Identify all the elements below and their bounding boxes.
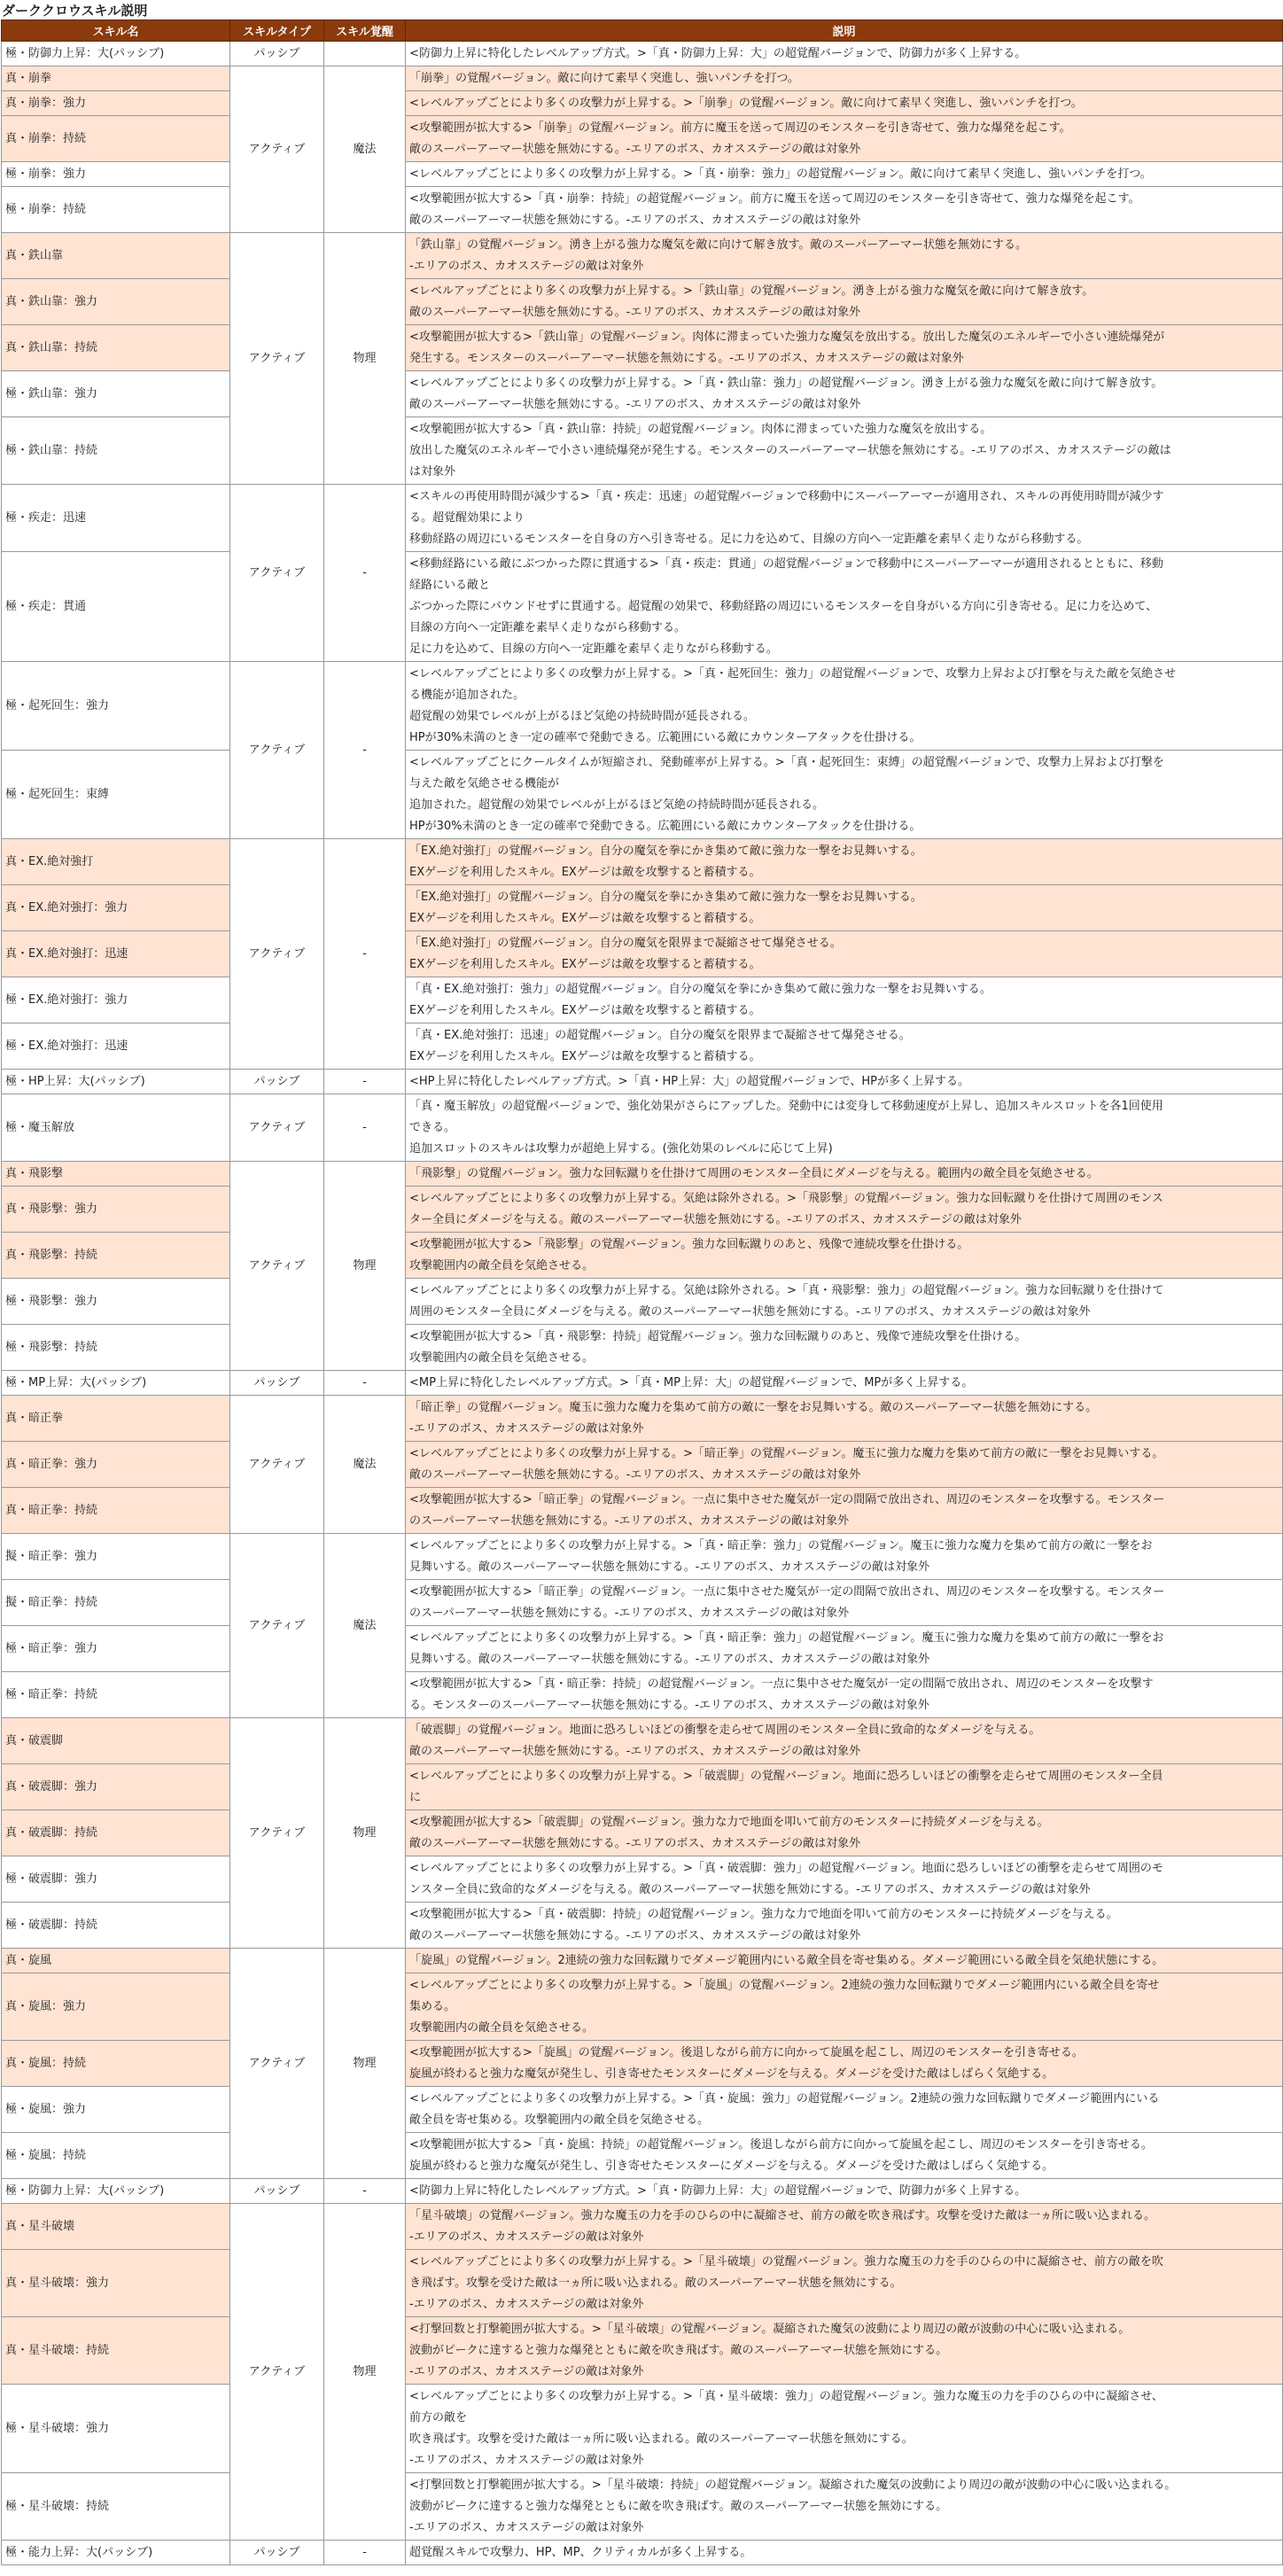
skill-description-text: <打撃回数と打撃範囲が拡大する。>「星斗破壊」の覚醒バージョン。凝縮された魔気の波動により周辺の敵が波動の中心に吸い込まれる。 波動がピークに達すると強力な爆発とともに敵を吹き飛ばす。敵のスーパーアーマー状態を無効にする。 -エリアのボス、カオスステージの敵は対象外: [409, 2322, 1131, 2378]
table-row: [2, 1856, 1283, 1903]
skill-description-cell: [406, 1764, 1283, 1810]
table-row: [2, 1442, 1283, 1488]
skill-type-cell: パッシブ: [230, 1070, 324, 1094]
skill-description-cell: [406, 1810, 1283, 1856]
skill-name-cell: 極・飛影撃：強力: [2, 1279, 230, 1325]
skill-description-cell: [406, 1949, 1283, 1973]
skill-description-text: <攻撃範囲が拡大する>「真・旋風：持続」の超覚醒バージョン。後退しながら前方に向かって旋風を起こし、周辺のモンスターを引き寄せる。 旋風が終わると強力な魔気が発生し、引き寄せたモンスターにダメージを与える。ダメージを受けた敵はしばらく気絶する。: [409, 2137, 1153, 2173]
table-row: [2, 931, 1283, 977]
skill-description-text: <攻撃範囲が拡大する>「暗正拳」の覚醒バージョン。一点に集中させた魔気が一定の間隔で放出され、周辺のモンスターを攻撃する。モンスター のスーパーアーマー状態を無効にする。-エリアのボス、カオスステージの敵は対象外: [409, 1584, 1165, 1620]
skill-name-cell: 極・EX.絶対強打：迅速: [2, 1023, 230, 1070]
skill-type-cell: アクティブ: [230, 485, 324, 662]
skill-name-cell: 極・暗正拳：持続: [2, 1672, 230, 1718]
table-row: [2, 751, 1283, 839]
skill-description-cell: [406, 1534, 1283, 1580]
skill-description-cell: [406, 552, 1283, 662]
skill-name-cell: 極・旋風：強力: [2, 2087, 230, 2133]
header-skill-type: スキルタイプ: [230, 20, 324, 42]
skill-type-cell: アクティブ: [230, 1162, 324, 1371]
skill-description-cell: [406, 1325, 1283, 1371]
skill-description-cell: [406, 2385, 1283, 2473]
skill-name-cell: 真・鉄山靠: [2, 233, 230, 279]
skill-description-text: <攻撃範囲が拡大する>「旋風」の覚醒バージョン。後退しながら前方に向かって旋風を起こし、周辺のモンスターを引き寄せる。 旋風が終わると強力な魔気が発生し、引き寄せたモンスターにダメージを与える。ダメージを受けた敵はしばらく気絶する。: [409, 2045, 1084, 2081]
table-row: [2, 552, 1283, 662]
skill-description-text: <防御力上昇に特化したレベルアップ方式。>「真・防御力上昇：大」の超覚醒バージョンで、防御力が多く上昇する。: [409, 2183, 1027, 2198]
table-row: [2, 1187, 1283, 1233]
skill-description-text: 「真・EX.絶対強打：強力」の超覚醒バージョン。自分の魔気を拳にかき集めて敵に強力な一撃をお見舞いする。 EXゲージを利用したスキル。EXゲージは敵を攻撃すると蓄積する。: [409, 982, 991, 1017]
skill-name-cell: 極・防御力上昇：大(パッシブ): [2, 42, 230, 66]
skill-description-cell: [406, 1442, 1283, 1488]
skill-description-cell: [406, 279, 1283, 325]
skill-name-cell: 真・崩拳：持続: [2, 116, 230, 162]
skill-description-text: <スキルの再使用時間が減少する>「真・疾走：迅速」の超覚醒バージョンで移動中にスーパーアーマーが適用され、スキルの再使用時間が減少す る。超覚醒効果により 移動経路の周辺にいるモンスターを自身の方へ引き寄せる。足に力を込めて、目線の方向へ一定距離を素早く走りながら移動する。: [409, 489, 1164, 546]
table-row: [2, 1672, 1283, 1718]
table-row: [2, 279, 1283, 325]
skill-description-text: <移動経路にいる敵にぶつかった際に貫通する>「真・疾走：貫通」の超覚醒バージョンで移動中にスーパーアーマーが適用されるとともに、移動 経路にいる敵と ぶつかった際にバウンドせずに貫通する。超覚醒の効果で、移動経路の周辺にいるモンスターを自身がいる方向に引き寄せる。足に力を込めて、 目線の方向へ一定距離を素早く走りながら移動する。 足に力を込めて、目線の方向へ一定距離を素早く走りながら移動する。: [409, 556, 1163, 656]
skill-description-text: 「鉄山靠」の覚醒バージョン。湧き上がる強力な魔気を敵に向けて解き放す。敵のスーパーアーマー状態を無効にする。 -エリアのボス、カオスステージの敵は対象外: [409, 237, 1028, 273]
skill-name-cell: 極・起死回生：束縛: [2, 751, 230, 839]
skill-description-cell: [406, 977, 1283, 1023]
skill-description-cell: [406, 839, 1283, 885]
skill-description-cell: [406, 2133, 1283, 2179]
skill-name-cell: 真・暗正拳：強力: [2, 1442, 230, 1488]
skill-description-cell: [406, 2087, 1283, 2133]
skill-name-cell: 真・破震脚: [2, 1718, 230, 1764]
table-row: [2, 1396, 1283, 1442]
skill-description-text: <レベルアップごとにより多くの攻撃力が上昇する。>「真・鉄山靠：強力」の超覚醒バージョン。湧き上がる強力な魔気を敵に向けて解き放す。 敵のスーパーアーマー状態を無効にする。-エリアのボス、カオスステージの敵は対象外: [409, 376, 1163, 411]
table-row: [2, 1580, 1283, 1626]
skill-description-text: <レベルアップごとにより多くの攻撃力が上昇する。>「旋風」の覚醒バージョン。2連続の強力な回転蹴りでダメージ範囲内にいる敵全員を寄せ 集める。 攻撃範囲内の敵全員を気絶させる。: [409, 1978, 1160, 2035]
table-row: [2, 1626, 1283, 1672]
skill-name-cell: 極・星斗破壊：強力: [2, 2385, 230, 2473]
skill-name-cell: 極・破震脚：持続: [2, 1903, 230, 1949]
skill-description-text: <攻撃範囲が拡大する>「真・破震脚：持続」の超覚醒バージョン。強力な力で地面を叩いて前方のモンスターに持続ダメージを与える。 敵のスーパーアーマー状態を無効にする。-エリアのボス、カオスステージの敵は対象外: [409, 1907, 1118, 1942]
skill-name-cell: 極・防御力上昇：大(パッシブ): [2, 2179, 230, 2204]
table-row: [2, 1325, 1283, 1371]
table-row: [2, 417, 1283, 485]
skill-description-text: <レベルアップごとにより多くの攻撃力が上昇する。>「真・破震脚：強力」の超覚醒バージョン。地面に恐ろしいほどの衝撃を走らせて周囲のモ ンスター全員に致命的なダメージを与える。敵のスーパーアーマー状態を無効にする。-エリアのボス、カオスステージの敵は対象外: [409, 1861, 1163, 1896]
skill-name-cell: 極・旋風：持続: [2, 2133, 230, 2179]
skill-description-text: 「真・EX.絶対強打：迅速」の超覚醒バージョン。自分の魔気を限界まで凝縮させて爆発させる。 EXゲージを利用したスキル。EXゲージは敵を攻撃すると蓄積する。: [409, 1028, 911, 1063]
table-row: [2, 325, 1283, 371]
skill-name-cell: 極・能力上昇：大(パッシブ): [2, 2541, 230, 2565]
skill-description-text: <レベルアップごとにより多くの攻撃力が上昇する。>「真・星斗破壊：強力」の超覚醒バージョン。強力な魔玉の力を手のひらの中に凝縮させ、 前方の敵を 吹き飛ばす。攻撃を受けた敵は一ヵ所に吸い込まれる。敵のスーパーアーマー状態を無効にする。 -エリアのボス、カオスステージの敵は対象外: [409, 2389, 1163, 2467]
skill-name-cell: 極・飛影撃：持続: [2, 1325, 230, 1371]
table-row: [2, 1094, 1283, 1162]
skill-name-cell: 真・EX.絶対強打: [2, 839, 230, 885]
skill-name-cell: 真・鉄山靠：持続: [2, 325, 230, 371]
skill-description-text: 「EX.絶対強打」の覚醒バージョン。自分の魔気を拳にかき集めて敵に強力な一撃をお見舞いする。 EXゲージを利用したスキル。EXゲージは敵を攻撃すると蓄積する。: [409, 844, 922, 879]
table-row: [2, 1070, 1283, 1094]
skill-awaken-cell: -: [324, 839, 406, 1070]
page-title: ダーククロウスキル説明: [2, 3, 148, 19]
skill-description-text: 「EX.絶対強打」の覚醒バージョン。自分の魔気を拳にかき集めて敵に強力な一撃をお見舞いする。 EXゲージを利用したスキル。EXゲージは敵を攻撃すると蓄積する。: [409, 890, 922, 925]
skill-name-cell: 真・旋風：強力: [2, 1973, 230, 2041]
skill-name-cell: 極・疾走：貫通: [2, 552, 230, 662]
table-row: [2, 371, 1283, 417]
skill-description-cell: [406, 1856, 1283, 1903]
skill-description-text: <レベルアップごとにより多くの攻撃力が上昇する。>「真・崩拳：強力」の超覚醒バージョン。敵に向けて素早く突進し、強いパンチを打つ。: [409, 167, 1152, 181]
skill-description-cell: [406, 1279, 1283, 1325]
skill-description-cell: [406, 2317, 1283, 2385]
table-row: [2, 1903, 1283, 1949]
skill-name-cell: 真・星斗破壊: [2, 2204, 230, 2250]
skill-description-text: 「破震脚」の覚醒バージョン。地面に恐ろしいほどの衝撃を走らせて周囲のモンスター全員に致命的なダメージを与える。 敵のスーパーアーマー状態を無効にする。-エリアのボス、カオスステージの敵は対象外: [409, 1723, 1041, 1758]
skill-description-cell: [406, 2250, 1283, 2317]
skill-type-cell: パッシブ: [230, 2541, 324, 2565]
skill-name-cell: 真・旋風: [2, 1949, 230, 1973]
skill-type-cell: パッシブ: [230, 42, 324, 66]
skill-name-cell: 真・崩拳：強力: [2, 91, 230, 116]
skill-type-cell: アクティブ: [230, 1949, 324, 2179]
skill-name-cell: 真・EX.絶対強打：迅速: [2, 931, 230, 977]
table-row: [2, 977, 1283, 1023]
skill-description-cell: [406, 751, 1283, 839]
skill-description-cell: [406, 1371, 1283, 1396]
skill-description-text: 「EX.絶対強打」の覚醒バージョン。自分の魔気を限界まで凝縮させて爆発させる。 EXゲージを利用したスキル。EXゲージは敵を攻撃すると蓄積する。: [409, 936, 842, 971]
table-row: [2, 2385, 1283, 2473]
skill-description-text: <レベルアップごとにより多くの攻撃力が上昇する。気絶は除外される。>「真・飛影撃：強力」の超覚醒バージョン。強力な回転蹴りを仕掛けて 周囲のモンスター全員にダメージを与える。敵のスーパーアーマー状態を無効にする。-エリアのボス、カオスステージの敵は対象外: [409, 1283, 1164, 1319]
skill-description-text: <攻撃範囲が拡大する>「真・鉄山靠：持続」の超覚醒バージョン。肉体に滞まっていた強力な魔気を放出する。 放出した魔気のエネルギーで小さい連続爆発が発生する。モンスターのスーパーアーマー状態を無効にする。-エリアのボス、カオスステージの敵は は対象外: [409, 422, 1171, 479]
table-row: [2, 116, 1283, 162]
skill-description-text: 「暗正拳」の覚醒バージョン。魔玉に強力な魔力を集めて前方の敵に一撃をお見舞いする。敵のスーパーアーマー状態を無効にする。 -エリアのボス、カオスステージの敵は対象外: [409, 1400, 1098, 1436]
skill-description-cell: [406, 91, 1283, 116]
skill-type-cell: パッシブ: [230, 2179, 324, 2204]
skill-awaken-cell: -: [324, 1094, 406, 1162]
skill-name-cell: 極・崩拳：持続: [2, 187, 230, 233]
skill-description-cell: [406, 885, 1283, 931]
skill-name-cell: 極・鉄山靠：強力: [2, 371, 230, 417]
skill-description-cell: [406, 1626, 1283, 1672]
skill-description-text: <打撃回数と打撃範囲が拡大する。>「星斗破壊：持続」の超覚醒バージョン。凝縮された魔気の波動により周辺の敵が波動の中心に吸い込まれる。 波動がピークに達すると強力な爆発とともに敵を吹き飛ばす。敵のスーパーアーマー状態を無効にする。 -エリアのボス、カオスステージの敵は対象外: [409, 2478, 1177, 2534]
skill-description-cell: [406, 1672, 1283, 1718]
skill-awaken-cell: 魔法: [324, 1534, 406, 1718]
header-skill-name: スキル名: [2, 20, 230, 42]
skill-description-cell: [406, 233, 1283, 279]
skill-description-text: <攻撃範囲が拡大する>「破震脚」の覚醒バージョン。強力な力で地面を叩いて前方のモンスターに持続ダメージを与える。 敵のスーパーアーマー状態を無効にする。-エリアのボス、カオスステージの敵は対象外: [409, 1815, 1049, 1850]
table-row: [2, 2473, 1283, 2541]
skill-awaken-cell: [324, 42, 406, 66]
table-row: [2, 1764, 1283, 1810]
skill-description-text: <レベルアップごとにより多くの攻撃力が上昇する。>「暗正拳」の覚醒バージョン。魔玉に強力な魔力を集めて前方の敵に一撃をお見舞いする。 敵のスーパーアーマー状態を無効にする。-エリアのボス、カオスステージの敵は対象外: [409, 1446, 1164, 1482]
skill-awaken-cell: -: [324, 2179, 406, 2204]
table-row: [2, 2541, 1283, 2565]
table-row: [2, 66, 1283, 91]
skill-description-cell: [406, 1488, 1283, 1534]
skill-awaken-cell: 魔法: [324, 1396, 406, 1534]
skill-awaken-cell: 物理: [324, 1162, 406, 1371]
skill-name-cell: 極・魔玉解放: [2, 1094, 230, 1162]
header-skill-awaken: スキル覚醒: [324, 20, 406, 42]
table-row: [2, 91, 1283, 116]
skill-name-cell: 真・破震脚：持続: [2, 1810, 230, 1856]
skill-description-cell: [406, 2179, 1283, 2204]
skill-name-cell: 真・EX.絶対強打：強力: [2, 885, 230, 931]
skill-description-text: 「旋風」の覚醒バージョン。2連続の強力な回転蹴りでダメージ範囲内にいる敵全員を寄せ集める。ダメージ範囲にいる敵全員を気絶状態にする。: [409, 1953, 1164, 1967]
skill-description-cell: [406, 162, 1283, 187]
skill-awaken-cell: -: [324, 2541, 406, 2565]
skill-description-cell: [406, 2041, 1283, 2087]
table-row: [2, 42, 1283, 66]
skill-awaken-cell: 物理: [324, 1949, 406, 2179]
skill-description-cell: [406, 325, 1283, 371]
table-row: [2, 1810, 1283, 1856]
skill-description-cell: [406, 66, 1283, 91]
skill-description-cell: [406, 417, 1283, 485]
skill-description-cell: [406, 1718, 1283, 1764]
table-row: [2, 1973, 1283, 2041]
table-row: [2, 233, 1283, 279]
skill-description-cell: [406, 2541, 1283, 2565]
skill-description-text: 「真・魔玉解放」の超覚醒バージョンで、強化効果がさらにアップした。発動中には変身して移動速度が上昇し、追加スキルスロットを各1回使用 できる。 追加スロットのスキルは攻撃力が超絶上昇する。(強化効果のレベルに応じて上昇): [409, 1099, 1163, 1156]
skill-description-cell: [406, 371, 1283, 417]
skill-name-cell: 極・起死回生：強力: [2, 662, 230, 751]
skill-description-cell: [406, 931, 1283, 977]
skill-name-cell: 極・MP上昇：大(パッシブ): [2, 1371, 230, 1396]
skill-description-text: 「星斗破壊」の覚醒バージョン。強力な魔玉の力を手のひらの中に凝縮させ、前方の敵を吹き飛ばす。攻撃を受けた敵は一ヵ所に吸い込まれる。 -エリアのボス、カオスステージの敵は対象外: [409, 2208, 1156, 2244]
table-row: [2, 2041, 1283, 2087]
skill-name-cell: 真・破震脚：強力: [2, 1764, 230, 1810]
table-row: [2, 2133, 1283, 2179]
skill-description-text: <レベルアップごとにより多くの攻撃力が上昇する。>「真・旋風：強力」の超覚醒バージョン。2連続の強力な回転蹴りでダメージ範囲内にいる 敵全員を寄せ集める。攻撃範囲内の敵全員を気絶させる。: [409, 2091, 1160, 2127]
skill-awaken-cell: 物理: [324, 233, 406, 485]
table-row: [2, 1233, 1283, 1279]
skill-type-cell: アクティブ: [230, 2204, 324, 2541]
table-row: [2, 162, 1283, 187]
skill-description-text: 「飛影撃」の覚醒バージョン。強力な回転蹴りを仕掛けて周囲のモンスター全員にダメージを与える。範囲内の敵全員を気絶させる。: [409, 1166, 1099, 1180]
skill-awaken-cell: 魔法: [324, 66, 406, 233]
skill-awaken-cell: 物理: [324, 1718, 406, 1949]
skill-description-text: <MP上昇に特化したレベルアップ方式。>「真・MP上昇：大」の超覚醒バージョンで、MPが多く上昇する。: [409, 1375, 974, 1389]
table-row: [2, 187, 1283, 233]
skill-description-text: <レベルアップごとにより多くの攻撃力が上昇する。>「真・暗正拳：強力」の超覚醒バージョン。魔玉に強力な魔力を集めて前方の敵に一撃をお 見舞いする。敵のスーパーアーマー状態を無効にする。-エリアのボス、カオスステージの敵は対象外: [409, 1630, 1164, 1666]
table-row: [2, 885, 1283, 931]
skill-description-text: <攻撃範囲が拡大する>「暗正拳」の覚醒バージョン。一点に集中させた魔気が一定の間隔で放出され、周辺のモンスターを攻撃する。モンスター のスーパーアーマー状態を無効にする。-エリアのボス、カオスステージの敵は対象外: [409, 1492, 1165, 1528]
skill-type-cell: アクティブ: [230, 1094, 324, 1162]
skill-description-text: 超覚醒スキルで攻撃力、HP、MP、クリティカルが多く上昇する。: [409, 2545, 752, 2559]
skill-description-cell: [406, 1162, 1283, 1187]
skill-name-cell: 真・星斗破壊：持続: [2, 2317, 230, 2385]
table-row: [2, 1718, 1283, 1764]
table-row: [2, 1534, 1283, 1580]
table-header-row: [2, 20, 1283, 42]
skill-description-text: <レベルアップごとにより多くの攻撃力が上昇する。気絶は除外される。>「飛影撃」の覚醒バージョン。強力な回転蹴りを仕掛けて周囲のモンス ター全員にダメージを与える。敵のスーパーアーマー状態を無効にする。-エリアのボス、カオスステージの敵は対象外: [409, 1191, 1163, 1226]
skill-table: [1, 19, 1283, 2565]
skill-description-cell: [406, 1580, 1283, 1626]
skill-awaken-cell: 物理: [324, 2204, 406, 2541]
table-row: [2, 1162, 1283, 1187]
skill-name-cell: 真・暗正拳: [2, 1396, 230, 1442]
skill-description-text: <レベルアップごとにより多くの攻撃力が上昇する。>「星斗破壊」の覚醒バージョン。強力な魔玉の力を手のひらの中に凝縮させ、前方の敵を吹 き飛ばす。攻撃を受けた敵は一ヵ所に吸い込まれる。敵のスーパーアーマー状態を無効にする。 -エリアのボス、カオスステージの敵は対象外: [409, 2254, 1163, 2311]
skill-description-text: <攻撃範囲が拡大する>「真・暗正拳：持続」の超覚醒バージョン。一点に集中させた魔気が一定の間隔で放出され、周辺のモンスターを攻撃す る。モンスターのスーパーアーマー状態を無効にする。-エリアのボス、カオスステージの敵は対象外: [409, 1677, 1154, 1712]
skill-name-cell: 真・飛影撃: [2, 1162, 230, 1187]
skill-type-cell: アクティブ: [230, 233, 324, 485]
skill-type-cell: アクティブ: [230, 66, 324, 233]
skill-name-cell: 極・鉄山靠：持続: [2, 417, 230, 485]
skill-description-cell: [406, 662, 1283, 751]
skill-description-text: <レベルアップごとにより多くの攻撃力が上昇する。>「鉄山靠」の覚醒バージョン。湧き上がる強力な魔気を敵に向けて解き放す。 敵のスーパーアーマー状態を無効にする。-エリアのボス、カオスステージの敵は対象外: [409, 284, 1094, 319]
skill-name-cell: 真・飛影撃：持続: [2, 1233, 230, 1279]
skill-description-cell: [406, 1973, 1283, 2041]
skill-name-cell: 極・崩拳：強力: [2, 162, 230, 187]
skill-name-cell: 極・EX.絶対強打：強力: [2, 977, 230, 1023]
skill-description-cell: [406, 1233, 1283, 1279]
skill-description-cell: [406, 187, 1283, 233]
skill-name-cell: 極・HP上昇：大(パッシブ): [2, 1070, 230, 1094]
skill-description-cell: [406, 42, 1283, 66]
skill-name-cell: 真・鉄山靠：強力: [2, 279, 230, 325]
skill-description-text: <レベルアップごとにより多くの攻撃力が上昇する。>「破震脚」の覚醒バージョン。地面に恐ろしいほどの衝撃を走らせて周囲のモンスター全員 に: [409, 1769, 1163, 1804]
skill-name-cell: 真・旋風：持続: [2, 2041, 230, 2087]
skill-description-text: <攻撃範囲が拡大する>「飛影撃」の覚醒バージョン。強力な回転蹴りのあと、残像で連続攻撃を仕掛ける。 攻撃範囲内の敵全員を気絶させる。: [409, 1237, 969, 1272]
skill-type-cell: アクティブ: [230, 662, 324, 839]
skill-description-cell: [406, 1094, 1283, 1162]
table-row: [2, 1023, 1283, 1070]
table-row: [2, 2204, 1283, 2250]
skill-description-text: <レベルアップごとにより多くの攻撃力が上昇する。>「真・起死回生：強力」の超覚醒バージョンで、攻撃力上昇および打撃を与えた敵を気絶させ る機能が追加された。 超覚醒の効果でレベルが上がるほど気絶の持続時間が延長される。 HPが30%未満のとき一定の確率で発動できる。広範囲にいる敵にカウンターアタックを仕掛ける。: [409, 666, 1177, 744]
skill-description-cell: [406, 116, 1283, 162]
table-row: [2, 485, 1283, 552]
table-row: [2, 662, 1283, 751]
skill-description-cell: [406, 1396, 1283, 1442]
skill-name-cell: 擬・暗正拳：強力: [2, 1534, 230, 1580]
skill-type-cell: アクティブ: [230, 839, 324, 1070]
skill-name-cell: 極・疾走：迅速: [2, 485, 230, 552]
skill-description-text: <攻撃範囲が拡大する>「真・崩拳：持続」の超覚醒バージョン。前方に魔玉を送って周辺のモンスターを引き寄せて、強力な爆発を起こす。 敵のスーパーアーマー状態を無効にする。-エリアのボス、カオスステージの敵は対象外: [409, 191, 1140, 227]
skill-description-cell: [406, 1070, 1283, 1094]
skill-type-cell: パッシブ: [230, 1371, 324, 1396]
skill-table-body: [2, 42, 1283, 2565]
table-row: [2, 1488, 1283, 1534]
skill-name-cell: 真・暗正拳：持続: [2, 1488, 230, 1534]
skill-description-cell: [406, 1023, 1283, 1070]
skill-type-cell: アクティブ: [230, 1534, 324, 1718]
skill-description-text: <攻撃範囲が拡大する>「崩拳」の覚醒バージョン。前方に魔玉を送って周辺のモンスターを引き寄せて、強力な爆発を起こす。 敵のスーパーアーマー状態を無効にする。-エリアのボス、カオスステージの敵は対象外: [409, 121, 1071, 156]
skill-description-text: <攻撃範囲が拡大する>「真・飛影撃：持続」超覚醒バージョン。強力な回転蹴りのあと、残像で連続攻撃を仕掛ける。 攻撃範囲内の敵全員を気絶させる。: [409, 1329, 1027, 1365]
skill-description-text: <レベルアップごとにより多くの攻撃力が上昇する。>「崩拳」の覚醒バージョン。敵に向けて素早く突進し、強いパンチを打つ。: [409, 96, 1083, 110]
skill-name-cell: 真・崩拳: [2, 66, 230, 91]
skill-awaken-cell: -: [324, 1070, 406, 1094]
skill-name-cell: 真・星斗破壊：強力: [2, 2250, 230, 2317]
skill-awaken-cell: -: [324, 485, 406, 662]
table-row: [2, 2087, 1283, 2133]
table-row: [2, 2179, 1283, 2204]
skill-description-cell: [406, 485, 1283, 552]
skill-description-text: <HP上昇に特化したレベルアップ方式。>「真・HP上昇：大」の超覚醒バージョンで、HPが多く上昇する。: [409, 1074, 969, 1088]
skill-description-cell: [406, 2473, 1283, 2541]
skill-type-cell: アクティブ: [230, 1396, 324, 1534]
skill-awaken-cell: -: [324, 1371, 406, 1396]
table-row: [2, 1371, 1283, 1396]
skill-description-text: <防御力上昇に特化したレベルアップ方式。>「真・防御力上昇：大」の超覚醒バージョンで、防御力が多く上昇する。: [409, 46, 1027, 60]
skill-description-text: <レベルアップごとにより多くの攻撃力が上昇する。>「真・暗正拳：強力」の覚醒バージョン。魔玉に強力な魔力を集めて前方の敵に一撃をお 見舞いする。敵のスーパーアーマー状態を無効にする。-エリアのボス、カオスステージの敵は対象外: [409, 1538, 1153, 1574]
skill-name-cell: 極・暗正拳：強力: [2, 1626, 230, 1672]
skill-name-cell: 極・星斗破壊：持続: [2, 2473, 230, 2541]
table-row: [2, 1279, 1283, 1325]
skill-awaken-cell: -: [324, 662, 406, 839]
skill-type-cell: アクティブ: [230, 1718, 324, 1949]
skill-name-cell: 擬・暗正拳：持続: [2, 1580, 230, 1626]
skill-name-cell: 極・破震脚：強力: [2, 1856, 230, 1903]
skill-name-cell: 真・飛影撃：強力: [2, 1187, 230, 1233]
table-row: [2, 839, 1283, 885]
table-row: [2, 1949, 1283, 1973]
skill-description-text: <レベルアップごとにクールタイムが短縮され、発動確率が上昇する。>「真・起死回生：束縛」の超覚醒バージョンで、攻撃力上昇および打撃を 与えた敵を気絶させる機能が 追加された。超覚醒の効果でレベルが上がるほど気絶の持続時間が延長される。 HPが30%未満のとき一定の確率で発動できる。広範囲にいる敵にカウンターアタックを仕掛ける。: [409, 755, 1164, 833]
skill-description-text: 「崩拳」の覚醒バージョン。敵に向けて素早く突進し、強いパンチを打つ。: [409, 71, 799, 85]
skill-description-text: <攻撃範囲が拡大する>「鉄山靠」の覚醒バージョン。肉体に滞まっていた強力な魔気を放出する。放出した魔気のエネルギーで小さい連続爆発が 発生する。モンスターのスーパーアーマー状態を無効にする。-エリアのボス、カオスステージの敵は対象外: [409, 330, 1165, 365]
skill-description-cell: [406, 2204, 1283, 2250]
skill-description-cell: [406, 1903, 1283, 1949]
table-row: [2, 2250, 1283, 2317]
skill-description-cell: [406, 1187, 1283, 1233]
table-row: [2, 2317, 1283, 2385]
header-description: 説明: [406, 20, 1283, 42]
